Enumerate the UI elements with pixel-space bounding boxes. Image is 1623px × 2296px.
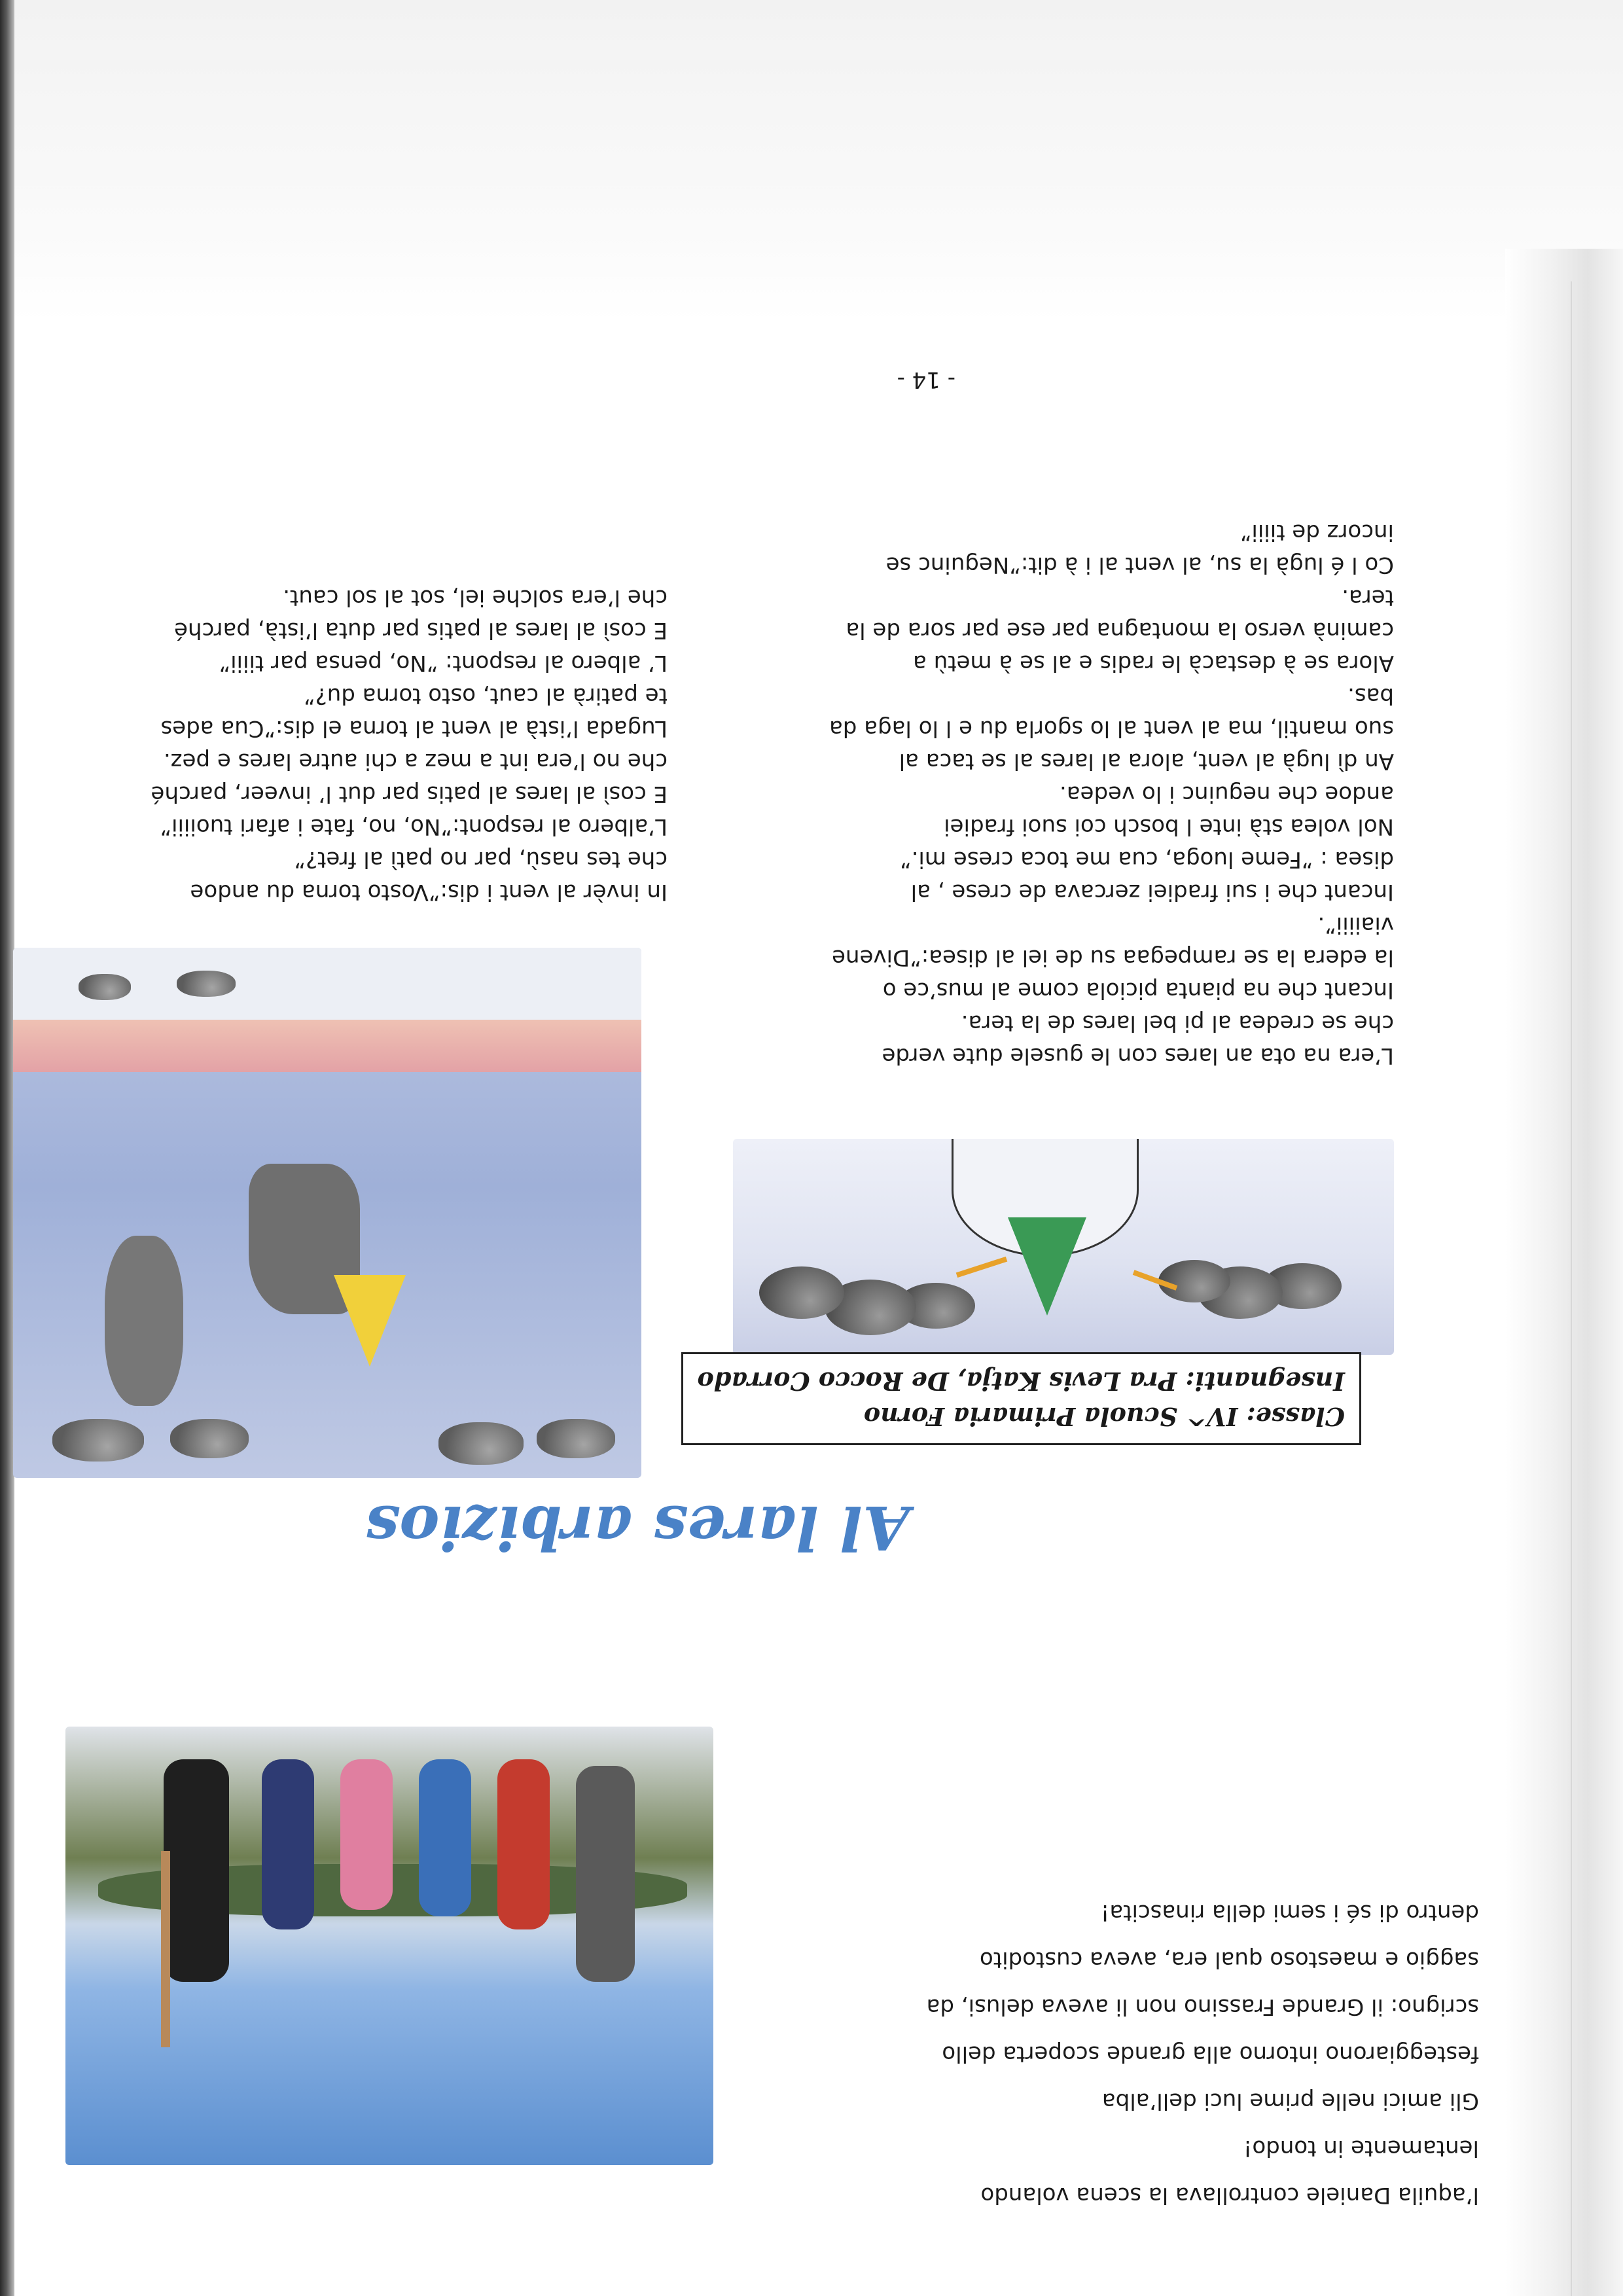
text-line: disea : ”Feme luoga, cua me toca crese mi.” xyxy=(900,846,1394,872)
story-title: Al lares arbizios xyxy=(365,1492,910,1563)
rock-shape xyxy=(52,1419,144,1462)
cloud-shape xyxy=(1158,1260,1230,1302)
text-line: lentamente in tondo! xyxy=(1243,2135,1479,2161)
text-line: E così al lares al patis par duta l’istà, parché xyxy=(174,617,668,643)
text-line: bas. xyxy=(1347,683,1394,709)
tree-drawing xyxy=(1008,1217,1086,1316)
text-line: che se credea al pi bel lares de la tera. xyxy=(961,1010,1394,1036)
lightning-shape xyxy=(956,1257,1008,1278)
person-figure xyxy=(164,1759,229,1982)
cloud-shape xyxy=(759,1266,844,1319)
lightning-shape xyxy=(334,1275,406,1367)
rock-shape xyxy=(170,1419,249,1458)
teachers-line: Insegnanti: Pra Levis Katja, De Rocco Corrado xyxy=(697,1367,1345,1396)
text-line: In invèr al vent i dis:”Vosto torna du andoe xyxy=(190,879,668,905)
text-line: suo mantil, ma al vent al lo sgorla du e l lo laga da xyxy=(829,715,1394,742)
rock-shape xyxy=(537,1419,615,1458)
class-box xyxy=(681,1352,1361,1445)
text-line: Alora se à destacà le radis e al se à metù a xyxy=(913,650,1394,676)
rock-shape xyxy=(177,971,236,997)
photo-group xyxy=(65,1727,713,2165)
text-line: che no l’era int a mez a chi autre lares e pez. xyxy=(163,748,668,774)
text-line: dentro di sé i semi della rinascita! xyxy=(1100,1899,1479,1926)
text-line: l’aquila Daniele controllava la scena volando xyxy=(980,2182,1479,2208)
drawing-small xyxy=(733,1139,1394,1355)
person-figure xyxy=(576,1766,635,1982)
right-column-text xyxy=(151,581,668,908)
bottom-story-text-block xyxy=(335,2236,713,2270)
text-line: L’ albero al respont: ”No, pensa par tiiii” xyxy=(219,650,668,676)
text-line: An dì lugà al vent, alora al lares al se taca al xyxy=(899,748,1394,774)
person-figure xyxy=(419,1759,471,1916)
page-number: - 14 - xyxy=(897,367,955,393)
text-line: Incant che i sui fradiei zercava de crese , al xyxy=(910,879,1394,905)
text-line: te patirà al caut, osto torna du?” xyxy=(304,683,668,709)
bottom-story-container xyxy=(766,1878,1479,2219)
text-line: la edera la se rampegaa su de iel al disea:”Divene xyxy=(832,944,1394,971)
text-line: E così al lares al patis par dut l’ inveer, parché xyxy=(151,781,668,807)
person-figure xyxy=(262,1759,314,1929)
ground-band xyxy=(13,1013,641,1072)
walking-stick xyxy=(161,1851,170,2047)
text-line: incorz de tiiii” xyxy=(1240,519,1394,545)
text-line: viaiiii”. xyxy=(1317,912,1394,938)
rock-shape xyxy=(438,1422,524,1465)
class-line: Classe: IV^ Scuola Primaria Forno xyxy=(863,1402,1345,1431)
text-line: tera. xyxy=(1342,584,1394,611)
text-line: Gli amici nelle prime luci dell’alba xyxy=(1101,2088,1479,2114)
text-line: L’albero al respont:”No, no, fate i afari tuoiiii” xyxy=(160,814,668,840)
text-line: L’era na ota an lares con le gusele dute verde xyxy=(882,1043,1394,1069)
text-line: Lugada l’istà al vent al torna el dis:”Cua ades xyxy=(160,715,668,742)
text-line: Nol volea stà inte l bosch coi suoi fradiei xyxy=(944,814,1394,840)
cloud-shape xyxy=(105,1236,183,1406)
text-line: caminà verso la montagna par ese par sora de la xyxy=(846,617,1394,643)
text-line: Incant che na pianta piciola come al mus’ce o xyxy=(882,977,1394,1003)
text-line: scrigno: il Grande Frassino non li aveva delusi, da xyxy=(926,1994,1479,2020)
text-line: saggio e maestoso qual era, aveva custodito xyxy=(980,1946,1479,1973)
drawing-large xyxy=(13,948,641,1478)
person-figure xyxy=(497,1759,550,1929)
text-line: che l’era solche iel, sot al sol caut. xyxy=(283,584,668,611)
text-line: festeggiarono intorno alla grande scoperta dello xyxy=(942,2041,1479,2067)
text-line: andoe che neguinc i lo vedea. xyxy=(1059,781,1394,807)
text-line: che tes nasù, par no patì al fret?” xyxy=(294,846,668,872)
bottom-story-paragraph xyxy=(766,1889,1479,2219)
rock-shape xyxy=(79,974,131,1000)
person-figure xyxy=(340,1759,393,1910)
left-column-text xyxy=(829,516,1394,1072)
text-line: Co l é lugà la su, al vent al i à dit:”Neguinc se xyxy=(885,552,1394,578)
